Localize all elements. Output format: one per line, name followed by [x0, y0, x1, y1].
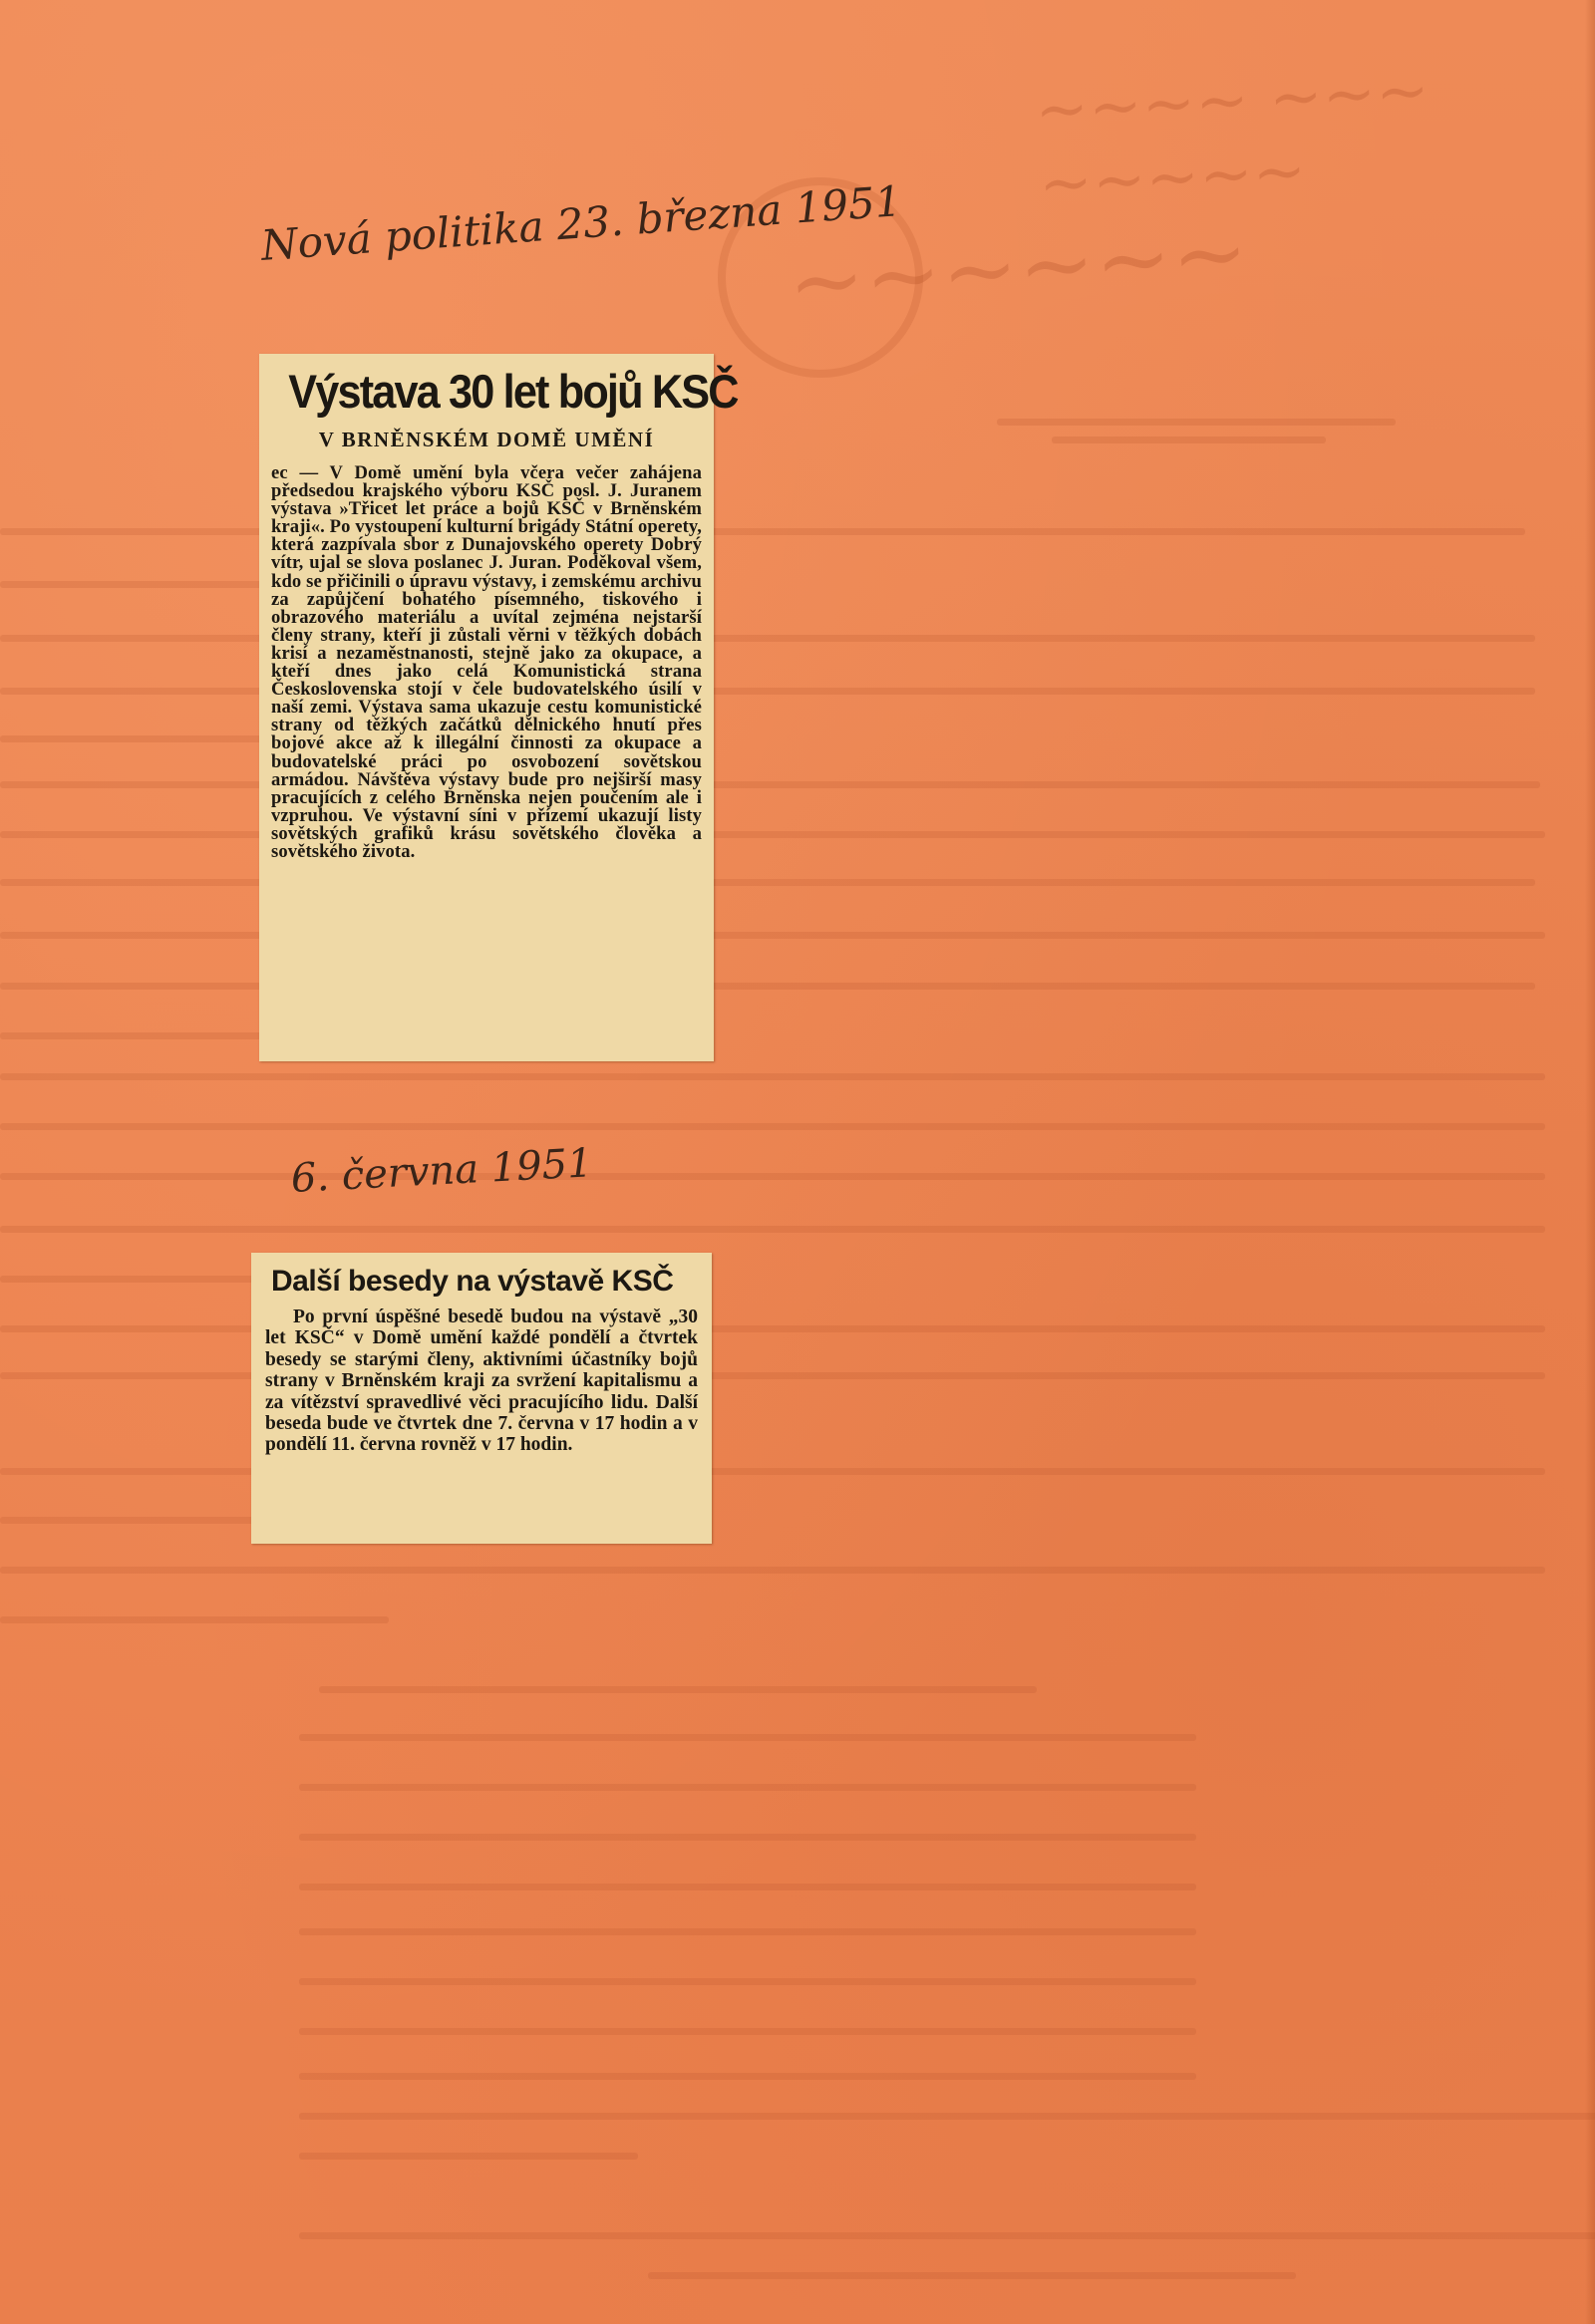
clipping-headline: Výstava 30 let bojů KSČ — [288, 365, 738, 418]
bleed-through-text: ~~~~ ~~~ ~~~~~ ~~~~~~ — [0, 0, 1595, 2324]
clipping-subheadline: V BRNĚNSKÉM DOMĚ UMĚNÍ — [318, 428, 655, 451]
newspaper-clipping-exhibition — [259, 354, 738, 1061]
clipping-body: Po první úspěšné besedě budou na výstavě „30 let KSČ“ v Domě umění každé pondělí a čtvrtek besedy se starými členy, aktivními účastníky bojů strany v Brněnském kraji za svržení kapitalismu a za vítězství spravedlivé věci pracujícího lidu. Další beseda bude ve čtvrtek dne 7. června v 17 hodin a v pondělí 11. června rovněž v 17 hodin. — [265, 1307, 698, 1456]
clipping-headline: Další besedy na výstavě KSČ — [271, 1265, 674, 1298]
handwritten-note-second: 6. června 1951 — [289, 1140, 594, 1202]
clipping-body: ec — V Domě umění byla včera večer zahájena předsedou krajského výboru KSČ posl. J. Juranem výstava »Třicet let práce a bojů KSČ v Brněnském kraji«. Po vystoupení kulturní brigády Státní operety, která zazpívala sbor z Dunajovského operety Dobrý vítr, ujal se slova poslanec J. Juran. Poděkoval všem, kdo se přičinili o úpravu výstavy, i zemskému archivu za zapůjčení bohatého písemného, tiskového i obrazového materiálu a uvítal zejména nejstarší členy strany, kteří ji zůstali věrni v těžkých dobách krisí a nezaměstnanosti, stejně jako za okupace, a kteří dnes jako celá Komunistická strana Československa stojí v čele budovatelského úsilí v naší zemi. Výstava sama ukazuje cestu komunistické strany od těžkých začátků dělnického hnutí přes bojové akce až k illegální činnosti za okupace a budovatelské práci po osvobození sovětskou armádou. Návštěva výstavy bude pro nejširší masy pracujících z celého Brněnska nejen poučením ale i vzpruhou. Ve výstavní síni v přízemí ukazují listy sovětských grafiků krásu sovětského člověka a sovětského života. — [271, 462, 702, 862]
newspaper-clipping-discussions — [251, 1253, 712, 1544]
handwritten-note-first: Nová politika 23. března 1951 — [259, 176, 903, 270]
paper-edge — [1585, 0, 1595, 2324]
